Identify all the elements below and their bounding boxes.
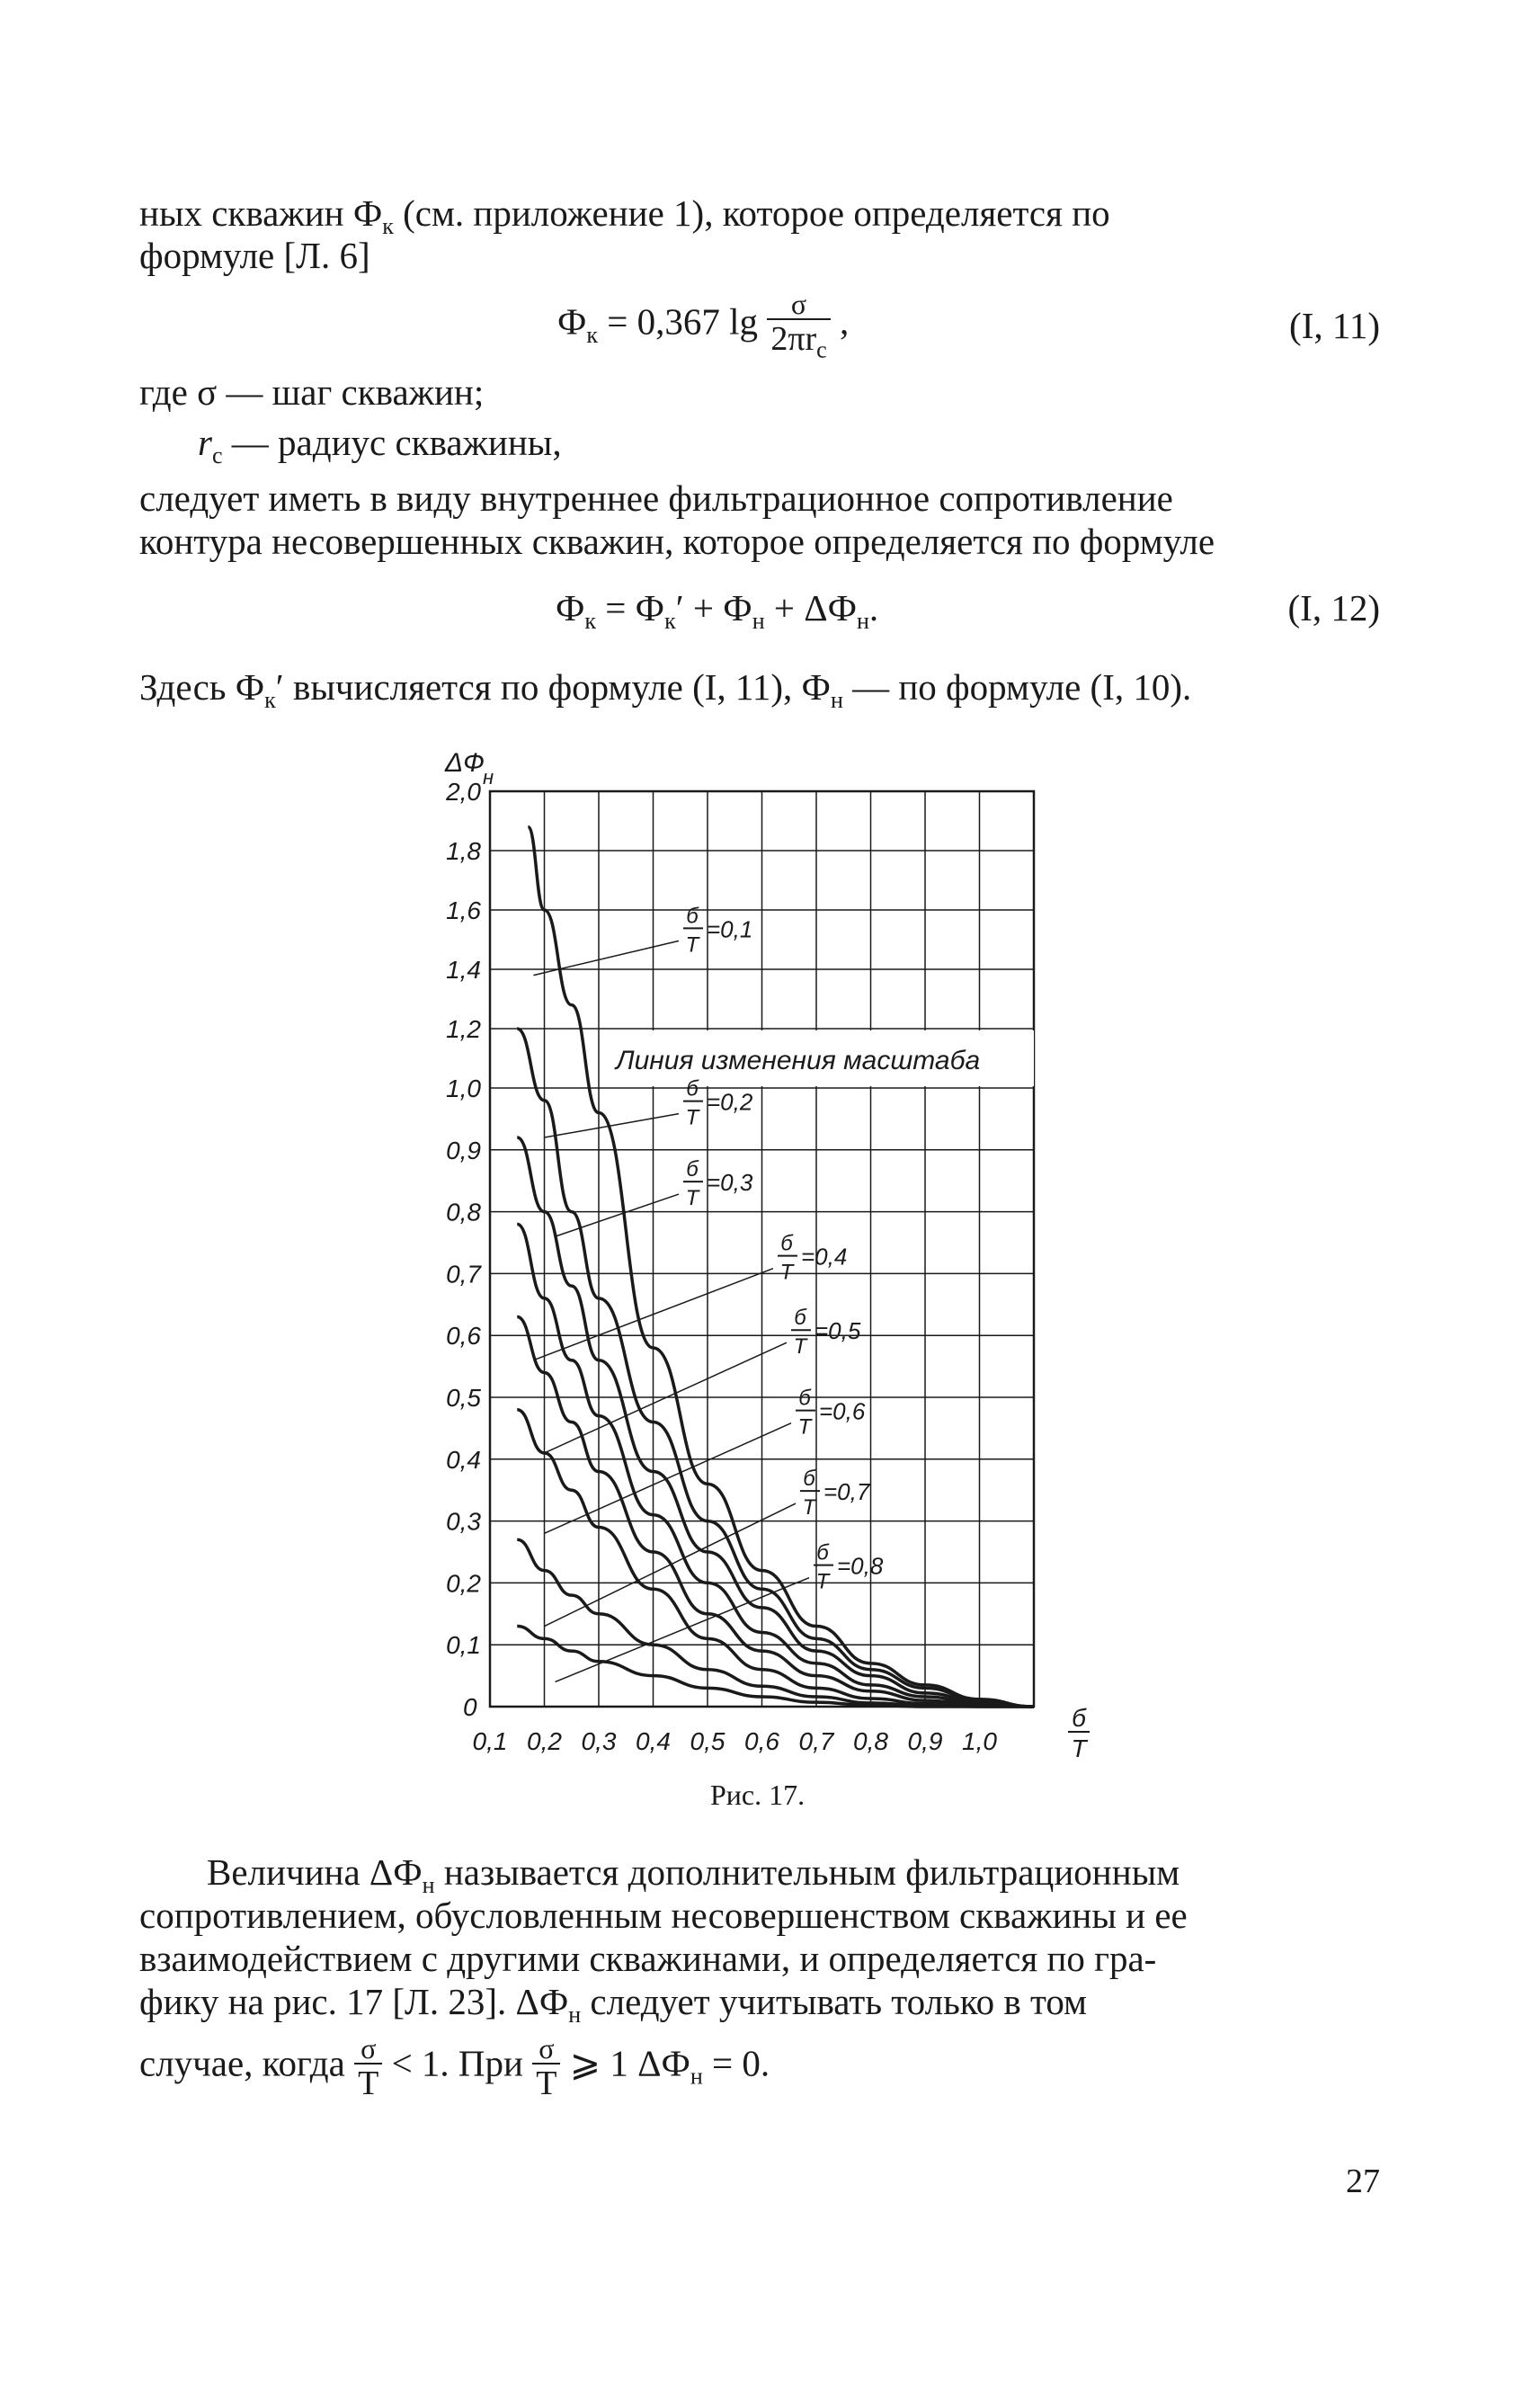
chart-annotations [533, 904, 1034, 1681]
curve-leader-6 [545, 1423, 792, 1534]
curve-label-den: T [685, 932, 699, 958]
curve-label-num: б [816, 1540, 829, 1565]
chart-curves [517, 827, 1034, 1707]
y-tick-label: 0,1 [446, 1631, 481, 1660]
x-tick-label: 0,3 [581, 1727, 617, 1755]
where-line-2: $r_с$ — радиус скважины, [198, 422, 562, 469]
y-tick-label: 0,4 [446, 1445, 481, 1474]
y-tick-label: 0,5 [446, 1384, 481, 1412]
curve-label-den: T [802, 1495, 816, 1521]
equation-number-1: (I, 11) [1289, 305, 1380, 346]
formula-2: $Ф_к = Ф_к' + Ф_н + \Delta Ф_н$. [556, 587, 879, 635]
curve-label-value: =0,5 [815, 1317, 861, 1345]
y-tick-label: 0,3 [446, 1507, 481, 1536]
curve-label-den: T [685, 1186, 699, 1211]
curve-label-value: =0,6 [819, 1397, 866, 1425]
curve-label-den: T [815, 1569, 830, 1594]
x-tick-label: 0,5 [690, 1727, 725, 1755]
x-tick-label: 0,7 [798, 1727, 834, 1755]
x-tick-label: 0,8 [853, 1727, 888, 1755]
fraction-sigma-over-t-2: $\frac{\sigma}{T}$ [532, 2034, 560, 2100]
para3: Здесь $Ф_к'$ вычисляется по формуле (I, 11), $Ф_н$ — по формуле (I, 10). [139, 666, 1192, 714]
y-axis-label: ΔФ [445, 748, 485, 778]
curve-label-den: T [797, 1414, 812, 1440]
para4-line-1: Величина $\Delta Ф_н$ называется дополнительным фильтрационным [207, 1851, 1180, 1899]
curve-label-den: T [779, 1260, 794, 1285]
y-tick-label: 0,9 [446, 1136, 481, 1164]
y-tick-label: 0,8 [446, 1198, 481, 1226]
curve-label-value: =0,3 [707, 1169, 753, 1197]
x-axis-label-den: T [1071, 1735, 1087, 1762]
y-tick-label: 1,8 [446, 837, 481, 865]
curve-label-value: =0,7 [823, 1478, 870, 1506]
curve-label-num: б [780, 1231, 793, 1256]
intro-line-2: формуле [Л. 6] [139, 235, 370, 276]
x-tick-label: 0,4 [636, 1727, 671, 1755]
figure-caption: Рис. 17. [710, 1779, 806, 1811]
formula-1-fraction: $\frac{\sigma}{2\pi r_с}$ [767, 290, 830, 362]
intro-line-1: ных скважин $Ф_к$ (см. приложение 1), которое определяется по [139, 192, 1110, 240]
curve-label-den: T [793, 1334, 807, 1360]
para4-line-4: фику на рис. 17 [Л. 23]. $\Delta Ф_н$ следует учитывать только в том [139, 1981, 1088, 2029]
origin-label: 0 [463, 1693, 477, 1721]
curve-series-5 [517, 1317, 1034, 1707]
y-tick-label: 2,0 [446, 778, 481, 806]
curve-label-value: =0,8 [837, 1552, 884, 1580]
curve-label-num: б [794, 1306, 806, 1331]
fraction-sigma-over-t: $\frac{\sigma}{T}$ [354, 2034, 382, 2100]
y-tick-label: 0,6 [446, 1322, 481, 1351]
x-tick-label: 0,6 [744, 1727, 779, 1755]
scale-change-label: Линия изменения масштаба [616, 1046, 981, 1075]
curve-series-7 [517, 1539, 1034, 1707]
x-tick-label: 0,2 [527, 1727, 562, 1755]
curve-label-value: =0,2 [707, 1088, 753, 1116]
y-tick-label: 0,2 [446, 1569, 481, 1598]
curve-label-num: б [798, 1386, 811, 1411]
x-tick-label: 0,9 [907, 1727, 943, 1755]
y-axis-label-sub: н [483, 766, 494, 789]
y-tick-label: 0,7 [446, 1260, 481, 1289]
equation-number-2: (I, 12) [1287, 587, 1380, 629]
y-tick-label: 1,4 [446, 956, 481, 984]
x-tick-label: 1,0 [962, 1727, 997, 1755]
curve-label-den: T [685, 1105, 699, 1130]
curve-label-num: б [686, 1157, 699, 1182]
curve-label-value: =0,4 [801, 1243, 848, 1271]
curve-leader-8 [556, 1578, 809, 1682]
curve-label-num: б [686, 904, 699, 929]
para2-line-1: следует иметь в виду внутреннее фильтрационное сопротивление [139, 477, 1173, 519]
figure-17-chart [423, 737, 1142, 1798]
x-tick-label: 0,1 [472, 1727, 508, 1755]
y-tick-label: 1,6 [446, 896, 481, 924]
formula-1: $Ф_к = 0,367$ lg $\frac{\sigma}{2\pi r_с}$ , [557, 288, 850, 363]
curve-label-num: б [686, 1076, 699, 1101]
para4-line-5: случае, когда $\frac{\sigma}{T}$ < 1. При $\frac{\sigma}{T}$ ⩾ 1 $\Delta Ф_н = 0$. [139, 2032, 770, 2102]
curve-label-num: б [803, 1467, 815, 1492]
para2-line-2: контура несовершенных скважин, которое определяется по формуле [139, 521, 1215, 562]
y-tick-label: 1,0 [446, 1075, 481, 1102]
x-axis-label-num: б [1072, 1704, 1086, 1732]
page-number: 27 [1346, 2163, 1380, 2200]
curve-leader-3 [556, 1194, 679, 1236]
curve-label-value: =0,1 [707, 915, 753, 943]
para4-line-3: взаимодействием с другими скважинами, и определяется по гра- [139, 1938, 1157, 1979]
y-tick-label: 1,2 [446, 1015, 481, 1043]
para4-line-2: сопротивлением, обусловленным несовершенством скважины и ее [139, 1895, 1188, 1936]
where-line-1: где σ — шаг скважин; [139, 371, 485, 413]
curve-series-2 [517, 1029, 1034, 1707]
